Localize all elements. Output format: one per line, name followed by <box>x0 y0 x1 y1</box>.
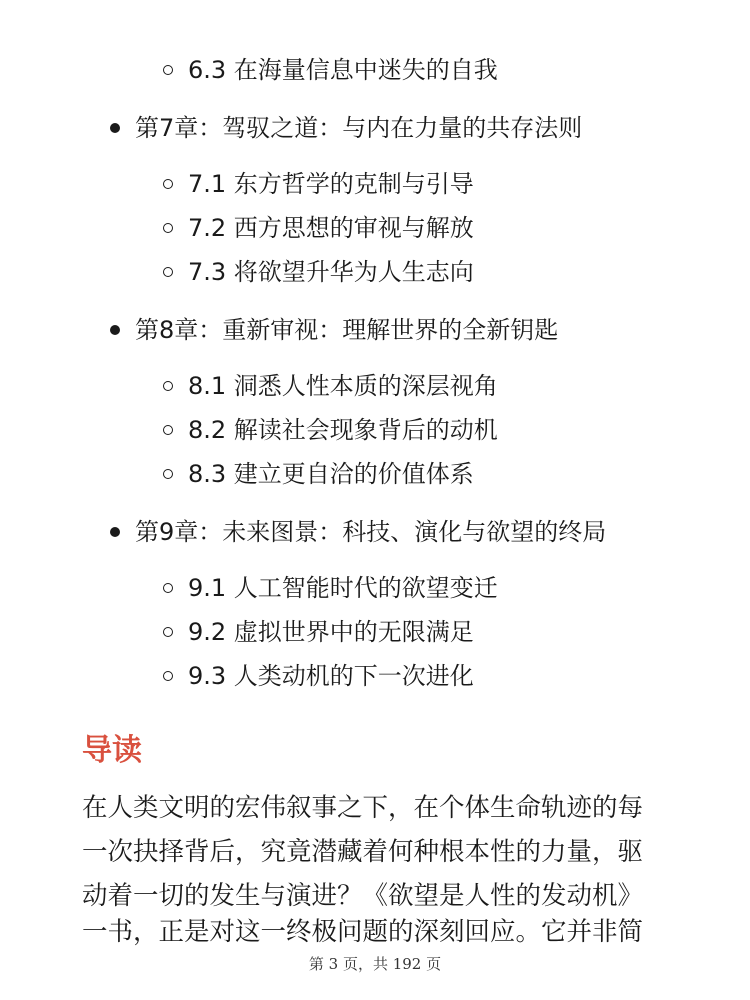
circle-bullet-icon <box>163 627 173 637</box>
toc-item-label: 7.2 西方思想的审视与解放 <box>188 214 474 242</box>
body-text-line: 一次抉择背后，究竟潜藏着何种根本性的力量，驱 <box>82 837 644 867</box>
circle-bullet-icon <box>163 469 173 479</box>
toc-item-label: 第9章：未来图景：科技、演化与欲望的终局 <box>135 518 607 546</box>
toc-item-label: 6.3 在海量信息中迷失的自我 <box>188 56 498 84</box>
circle-bullet-icon <box>163 179 173 189</box>
body-text-line: 一书，正是对这一终极问题的深刻回应。它并非简 <box>82 917 644 947</box>
circle-bullet-icon <box>163 65 173 75</box>
disc-bullet-icon <box>110 123 120 133</box>
toc-item-label: 第8章：重新审视：理解世界的全新钥匙 <box>135 316 559 344</box>
toc-item-9-1 <box>188 568 498 608</box>
circle-bullet-icon <box>163 671 173 681</box>
toc-chapter-9 <box>135 512 606 552</box>
toc-item-8-1 <box>188 366 498 406</box>
toc-item-label: 7.3 将欲望升华为人生志向 <box>188 258 474 286</box>
toc-item-label: 8.3 建立更自洽的价值体系 <box>188 460 474 488</box>
circle-bullet-icon <box>163 425 173 435</box>
body-text-line: 在人类文明的宏伟叙事之下，在个体生命轨迹的每 <box>82 793 644 823</box>
section-heading: 导读 <box>82 733 142 768</box>
toc-item-label: 9.3 人类动机的下一次进化 <box>188 662 474 690</box>
toc-item-label: 第7章：驾驭之道：与内在力量的共存法则 <box>135 114 583 142</box>
disc-bullet-icon <box>110 325 120 335</box>
toc-item-label: 9.2 虚拟世界中的无限满足 <box>188 618 474 646</box>
circle-bullet-icon <box>163 267 173 277</box>
page-number-footer: 第 3 页，共 192 页 <box>308 955 442 973</box>
toc-item-6-3 <box>188 50 498 90</box>
toc-chapter-8 <box>135 310 558 350</box>
toc-item-label: 9.1 人工智能时代的欲望变迁 <box>188 574 498 602</box>
toc-item-7-2 <box>188 208 474 248</box>
toc-chapter-7 <box>135 108 582 148</box>
toc-item-8-3 <box>188 454 474 494</box>
circle-bullet-icon <box>163 583 173 593</box>
toc-item-9-2 <box>188 612 474 652</box>
circle-bullet-icon <box>163 381 173 391</box>
toc-item-9-3 <box>188 656 474 696</box>
disc-bullet-icon <box>110 527 120 537</box>
toc-item-label: 8.1 洞悉人性本质的深层视角 <box>188 372 498 400</box>
toc-item-8-2 <box>188 410 498 450</box>
toc-item-label: 8.2 解读社会现象背后的动机 <box>188 416 498 444</box>
toc-item-7-3 <box>188 252 474 292</box>
circle-bullet-icon <box>163 223 173 233</box>
toc-item-label: 7.1 东方哲学的克制与引导 <box>188 170 474 198</box>
body-text-line: 动着一切的发生与演进？《欲望是人性的发动机》 <box>82 881 644 911</box>
toc-item-7-1 <box>188 164 474 204</box>
